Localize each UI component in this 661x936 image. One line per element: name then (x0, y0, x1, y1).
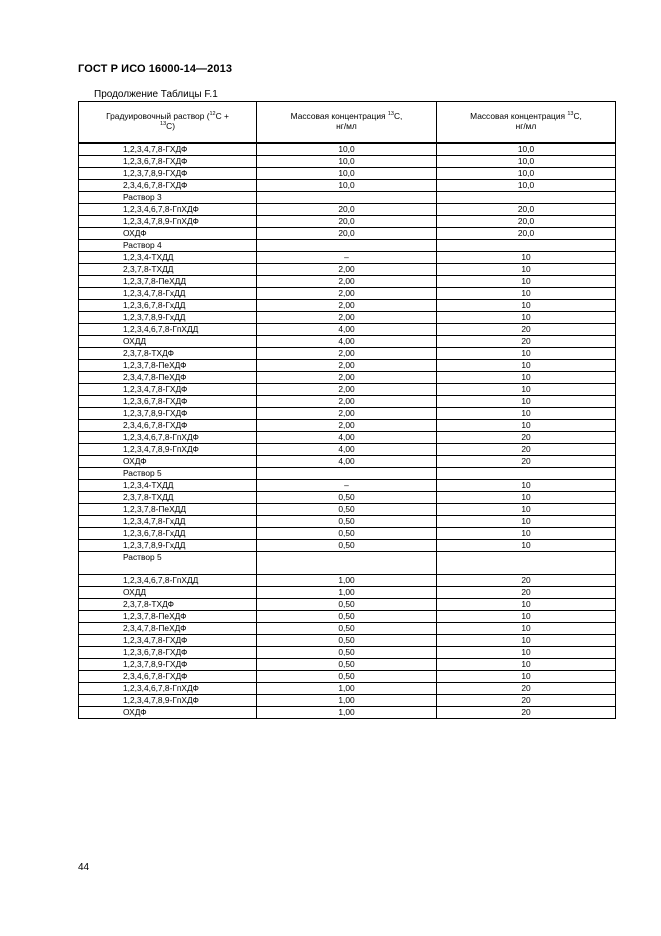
cell-compound: 1,2,3,4,7,8,9-ГпХДФ (79, 216, 257, 228)
cell-concentration-1: 2,00 (257, 396, 437, 408)
cell-compound: 1,2,3,4,7,8-ГХДФ (79, 384, 257, 396)
cell-concentration-1: 0,50 (257, 611, 437, 623)
cell-concentration-1: 2,00 (257, 420, 437, 432)
cell-concentration-1: 1,00 (257, 683, 437, 695)
cell-concentration-2: 10 (437, 504, 616, 516)
table-row (79, 312, 616, 324)
cell-compound: 1,2,3,6,7,8-ГХДФ (79, 647, 257, 659)
cell-compound: 2,3,4,7,8-ПеХДФ (79, 372, 257, 384)
cell-compound: 1,2,3,4-ТХДД (79, 480, 257, 492)
table-row (79, 216, 616, 228)
cell-concentration-2: 10 (437, 516, 616, 528)
table-row (79, 623, 616, 635)
cell-concentration-2: 10 (437, 492, 616, 504)
table-caption: Продолжение Таблицы F.1 (94, 89, 218, 100)
cell-concentration-2: 20 (437, 336, 616, 348)
cell-concentration-1: – (257, 480, 437, 492)
cell-concentration-1 (257, 240, 437, 252)
cell-concentration-2: 10 (437, 252, 616, 264)
cell-compound: ОХДД (79, 587, 257, 599)
cell-concentration-2: 10 (437, 288, 616, 300)
cell-concentration-1: 1,00 (257, 695, 437, 707)
cell-concentration-2: 20 (437, 707, 616, 719)
cell-concentration-1: 2,00 (257, 372, 437, 384)
cell-concentration-1: 20,0 (257, 204, 437, 216)
cell-compound: 1,2,3,4,6,7,8-ГпХДД (79, 575, 257, 587)
cell-concentration-1: 0,50 (257, 540, 437, 552)
cell-concentration-2: 10 (437, 635, 616, 647)
cell-compound: Раствор 3 (79, 192, 257, 204)
table-body (79, 143, 616, 719)
cell-compound: 2,3,4,6,7,8-ГХДФ (79, 671, 257, 683)
table-row (79, 300, 616, 312)
cell-concentration-2: 10 (437, 408, 616, 420)
cell-compound: Раствор 5 (79, 468, 257, 480)
cell-concentration-2: 20,0 (437, 204, 616, 216)
cell-concentration-1: 1,00 (257, 575, 437, 587)
cell-concentration-2: 10 (437, 348, 616, 360)
cell-concentration-1: 20,0 (257, 228, 437, 240)
cell-compound: 1,2,3,4,7,8-ГхДД (79, 288, 257, 300)
cell-concentration-2: 10 (437, 312, 616, 324)
cell-concentration-1: 10,0 (257, 180, 437, 192)
table-row (79, 264, 616, 276)
cell-compound: 1,2,3,4,7,8,9-ГпХДФ (79, 444, 257, 456)
cell-concentration-2: 10 (437, 647, 616, 659)
table-row (79, 420, 616, 432)
cell-concentration-1: 2,00 (257, 288, 437, 300)
standard-designation: ГОСТ Р ИСО 16000-14—2013 (78, 63, 233, 75)
cell-compound: 2,3,4,6,7,8-ГХДФ (79, 420, 257, 432)
header-calibration-solution: Градуировочный раствор ($^{12}$C + $^{13}$C) (79, 102, 257, 144)
table-row (79, 228, 616, 240)
cell-compound: 2,3,7,8-ТХДФ (79, 599, 257, 611)
cell-compound: ОХДФ (79, 707, 257, 719)
cell-compound: 1,2,3,7,8-ПеХДФ (79, 611, 257, 623)
cell-concentration-2: 20 (437, 683, 616, 695)
cell-concentration-1: 4,00 (257, 432, 437, 444)
table-row (79, 492, 616, 504)
cell-concentration-2: 10 (437, 264, 616, 276)
cell-compound: 2,3,7,8-ТХДФ (79, 348, 257, 360)
table-row (79, 635, 616, 647)
table-row (79, 647, 616, 659)
table-row (79, 611, 616, 623)
cell-concentration-1: 2,00 (257, 300, 437, 312)
cell-concentration-1: 20,0 (257, 216, 437, 228)
cell-compound: 1,2,3,7,8-ПеХДД (79, 504, 257, 516)
table-row (79, 659, 616, 671)
cell-compound: 1,2,3,7,8-ПеХДД (79, 276, 257, 288)
cell-compound: 1,2,3,7,8,9-ГХДФ (79, 168, 257, 180)
table-row (79, 432, 616, 444)
cell-concentration-2 (437, 552, 616, 575)
cell-concentration-2: 20 (437, 695, 616, 707)
cell-concentration-1 (257, 552, 437, 575)
cell-concentration-2: 20,0 (437, 228, 616, 240)
cell-concentration-2: 10 (437, 420, 616, 432)
cell-concentration-1: 1,00 (257, 707, 437, 719)
cell-compound: 1,2,3,7,8,9-ГХДФ (79, 659, 257, 671)
cell-concentration-2: 20 (437, 456, 616, 468)
table-row (79, 456, 616, 468)
cell-concentration-1: 10,0 (257, 143, 437, 156)
table-row (79, 480, 616, 492)
cell-concentration-1 (257, 192, 437, 204)
table-row (79, 252, 616, 264)
table-row (79, 599, 616, 611)
cell-compound: 1,2,3,4,7,8-ГХДФ (79, 635, 257, 647)
cell-concentration-2: 10,0 (437, 156, 616, 168)
cell-compound: 1,2,3,4,7,8-ГХДФ (79, 143, 257, 156)
cell-compound: 1,2,3,4,6,7,8-ГпХДФ (79, 432, 257, 444)
table-row (79, 348, 616, 360)
table-row (79, 180, 616, 192)
table-row (79, 575, 616, 587)
cell-concentration-1: 0,50 (257, 492, 437, 504)
cell-concentration-2: 10,0 (437, 143, 616, 156)
cell-concentration-2: 10 (437, 611, 616, 623)
cell-concentration-1: 1,00 (257, 587, 437, 599)
table-row (79, 276, 616, 288)
cell-concentration-1: 2,00 (257, 264, 437, 276)
cell-concentration-2 (437, 468, 616, 480)
cell-concentration-1: 0,50 (257, 647, 437, 659)
table-row (79, 156, 616, 168)
table-row (79, 671, 616, 683)
cell-concentration-2: 10 (437, 276, 616, 288)
table-row (79, 336, 616, 348)
table-row (79, 540, 616, 552)
cell-concentration-2: 10,0 (437, 180, 616, 192)
calibration-table (78, 101, 616, 719)
cell-concentration-1: 4,00 (257, 324, 437, 336)
cell-compound: 1,2,3,4,6,7,8-ГпХДФ (79, 683, 257, 695)
cell-concentration-2: 10 (437, 480, 616, 492)
cell-compound: 1,2,3,6,7,8-ГхДД (79, 528, 257, 540)
cell-concentration-2: 10 (437, 528, 616, 540)
table-row (79, 707, 616, 719)
cell-compound: Раствор 4 (79, 240, 257, 252)
table-row (79, 695, 616, 707)
cell-compound: 1,2,3,4,7,8-ГхДД (79, 516, 257, 528)
cell-concentration-1: 2,00 (257, 360, 437, 372)
cell-concentration-1: 4,00 (257, 444, 437, 456)
cell-concentration-2 (437, 240, 616, 252)
cell-compound: 1,2,3,4,7,8,9-ГпХДФ (79, 695, 257, 707)
cell-compound: 2,3,4,7,8-ПеХДФ (79, 623, 257, 635)
table-row (79, 384, 616, 396)
cell-concentration-1: 0,50 (257, 528, 437, 540)
cell-concentration-1: 2,00 (257, 348, 437, 360)
cell-concentration-2: 10 (437, 623, 616, 635)
cell-concentration-2: 10 (437, 540, 616, 552)
header-mass-concentration-2: Массовая концентрация $^{13}$C, нг/мл (437, 102, 616, 144)
cell-concentration-1: 10,0 (257, 168, 437, 180)
cell-compound: ОХДД (79, 336, 257, 348)
table-row (79, 587, 616, 599)
cell-concentration-1: 2,00 (257, 276, 437, 288)
cell-compound: 1,2,3,6,7,8-ГхДД (79, 300, 257, 312)
cell-compound: 1,2,3,7,8-ПеХДФ (79, 360, 257, 372)
table-row (79, 552, 616, 575)
cell-concentration-2 (437, 192, 616, 204)
cell-concentration-1: 0,50 (257, 504, 437, 516)
cell-compound: 2,3,7,8-ТХДД (79, 264, 257, 276)
table-header-row (79, 102, 616, 144)
table-row (79, 468, 616, 480)
cell-concentration-2: 10 (437, 396, 616, 408)
table-row (79, 528, 616, 540)
table-row (79, 504, 616, 516)
cell-concentration-1: 4,00 (257, 336, 437, 348)
cell-concentration-1: 0,50 (257, 671, 437, 683)
cell-concentration-2: 10 (437, 659, 616, 671)
cell-concentration-2: 10 (437, 671, 616, 683)
cell-concentration-1 (257, 468, 437, 480)
cell-concentration-1: 2,00 (257, 312, 437, 324)
cell-concentration-1: 0,50 (257, 516, 437, 528)
cell-concentration-2: 10 (437, 599, 616, 611)
cell-compound: 1,2,3,6,7,8-ГХДФ (79, 396, 257, 408)
table-row (79, 372, 616, 384)
table-row (79, 204, 616, 216)
cell-compound: 2,3,7,8-ТХДД (79, 492, 257, 504)
table-row (79, 516, 616, 528)
cell-concentration-2: 10 (437, 372, 616, 384)
cell-compound: 1,2,3,6,7,8-ГХДФ (79, 156, 257, 168)
cell-compound: Раствор 5 (79, 552, 257, 575)
cell-concentration-2: 20 (437, 575, 616, 587)
table-row (79, 683, 616, 695)
cell-compound: 1,2,3,4-ТХДД (79, 252, 257, 264)
table-row (79, 240, 616, 252)
cell-concentration-1: 0,50 (257, 635, 437, 647)
table-row (79, 192, 616, 204)
header-mass-concentration-1: Массовая концентрация $^{13}$C, нг/мл (257, 102, 437, 144)
cell-compound: 1,2,3,7,8,9-ГХДФ (79, 408, 257, 420)
cell-concentration-1: – (257, 252, 437, 264)
table-row (79, 360, 616, 372)
cell-concentration-1: 10,0 (257, 156, 437, 168)
cell-concentration-1: 0,50 (257, 599, 437, 611)
cell-concentration-2: 10 (437, 360, 616, 372)
table-row (79, 396, 616, 408)
table-row (79, 168, 616, 180)
cell-compound: ОХДФ (79, 228, 257, 240)
cell-compound: 1,2,3,4,6,7,8-ГпХДФ (79, 204, 257, 216)
cell-concentration-2: 20,0 (437, 216, 616, 228)
page-number: 44 (78, 862, 90, 873)
table-row (79, 143, 616, 156)
cell-compound: ОХДФ (79, 456, 257, 468)
cell-concentration-2: 20 (437, 432, 616, 444)
table-row (79, 408, 616, 420)
cell-concentration-1: 0,50 (257, 659, 437, 671)
cell-concentration-2: 10,0 (437, 168, 616, 180)
cell-compound: 1,2,3,7,8,9-ГхДД (79, 312, 257, 324)
table-row (79, 288, 616, 300)
cell-concentration-2: 20 (437, 587, 616, 599)
cell-concentration-1: 2,00 (257, 384, 437, 396)
cell-concentration-1: 0,50 (257, 623, 437, 635)
cell-compound: 2,3,4,6,7,8-ГХДФ (79, 180, 257, 192)
table-row (79, 444, 616, 456)
cell-concentration-2: 10 (437, 384, 616, 396)
cell-concentration-2: 20 (437, 324, 616, 336)
cell-concentration-2: 10 (437, 300, 616, 312)
cell-compound: 1,2,3,7,8,9-ГхДД (79, 540, 257, 552)
table-row (79, 324, 616, 336)
cell-concentration-1: 2,00 (257, 408, 437, 420)
cell-compound: 1,2,3,4,6,7,8-ГпХДД (79, 324, 257, 336)
cell-concentration-1: 4,00 (257, 456, 437, 468)
cell-concentration-2: 20 (437, 444, 616, 456)
